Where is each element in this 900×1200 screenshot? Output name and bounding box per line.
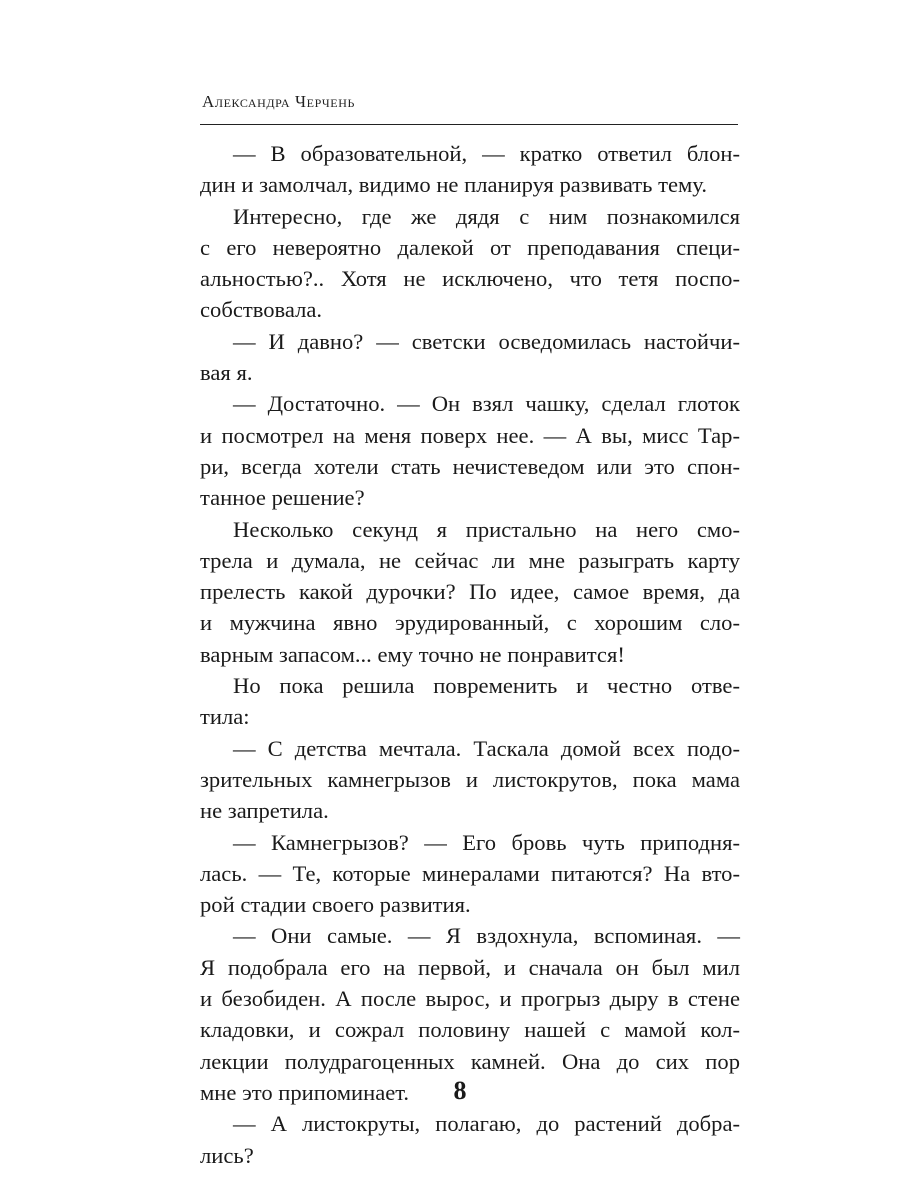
text-line: лись? <box>200 1142 254 1168</box>
text-line: — Достаточно. — Он взял чашку, сделал глоток <box>233 391 740 417</box>
text-line: и мужчина явно эрудированный, с хорошим сло- <box>200 610 740 636</box>
text-line: Интересно, где же дядя с ним познакомился <box>233 203 740 229</box>
text-line: танное решение? <box>200 485 365 511</box>
body-text <box>200 138 740 1171</box>
text-line: — В образовательной, — кратко ответил блон- <box>233 141 740 166</box>
text-line: ри, всегда хотели стать нечистеведом или это спон- <box>200 453 740 479</box>
text-line: тила: <box>200 704 250 730</box>
text-line: мне это припоминает. <box>200 1079 410 1105</box>
text-line: с его невероятно далекой от преподавания специ- <box>200 234 740 260</box>
text-line: и посмотрел на меня поверх нее. — А вы, мисс Тар- <box>200 422 740 448</box>
text-line: дин и замолчал, видимо не планируя развивать тему. <box>200 172 707 198</box>
text-line: — Они самые. — Я вздохнула, вспоминая. — <box>233 923 740 949</box>
text-line: лась. — Те, которые минералами питаются? На вто- <box>200 860 740 886</box>
text-line: варным запасом... ему точно не понравится! <box>200 641 625 667</box>
text-line: лекции полудрагоценных камней. Она до сих пор <box>200 1048 740 1074</box>
text-line: зрительных камнегрызов и листокрутов, пока мама <box>200 766 740 792</box>
text-line: — С детства мечтала. Таскала домой всех подо- <box>233 735 740 761</box>
text-line: Несколько секунд я пристально на него смо- <box>233 516 740 542</box>
text-line: Но пока решила повременить и честно отве- <box>233 673 740 699</box>
text-line: — Камнегрызов? — Его бровь чуть приподня- <box>233 829 740 855</box>
text-line: трела и думала, не сейчас ли мне разыграть карту <box>200 547 740 573</box>
text-line: кладовки, и сожрал половину нашей с мамой кол- <box>200 1017 740 1043</box>
text-line: вая я. <box>200 360 253 386</box>
running-head: Александра Черчень <box>202 92 355 111</box>
text-line: не запретила. <box>200 798 329 824</box>
header-rule <box>200 124 738 125</box>
text-line: альностью?.. Хотя не исключено, что тетя поспо- <box>200 266 740 292</box>
text-line: прелесть какой дурочки? По идее, самое время, да <box>200 579 740 605</box>
text-line: — И давно? — светски осведомилась настойчи- <box>233 328 740 354</box>
text-line: и безобиден. А после вырос, и прогрыз дыру в стене <box>200 986 740 1012</box>
text-line: — А листокруты, полагаю, до растений добра- <box>233 1111 740 1137</box>
page-number: 8 <box>453 1076 467 1105</box>
text-line: Я подобрала его на первой, и сначала он был мил <box>200 954 740 980</box>
text-line: рой стадии своего развития. <box>200 892 471 918</box>
text-line: собствовала. <box>200 297 323 323</box>
